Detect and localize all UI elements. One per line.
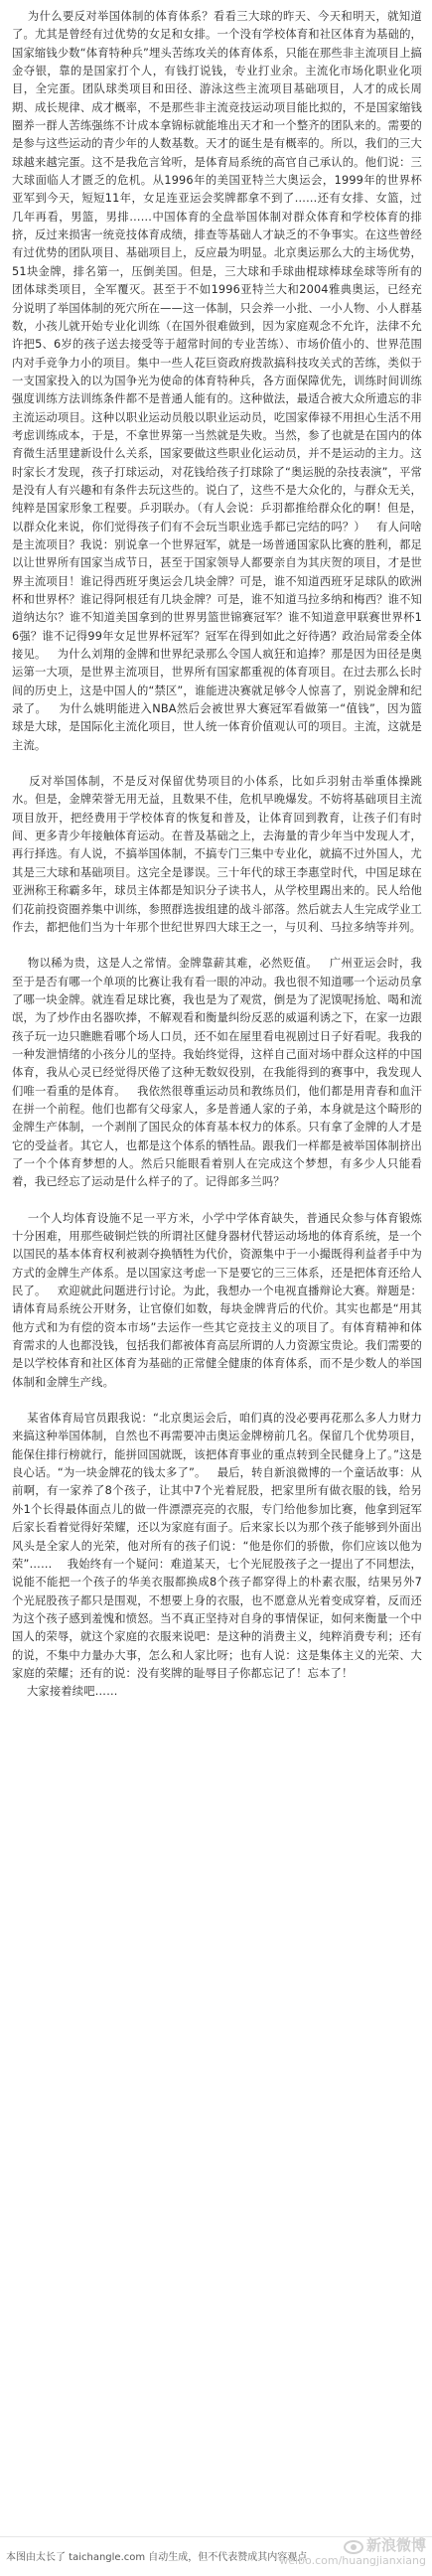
footer-source-note: 本图由太长了 taichangle.com 自动生成，但不代表赞成其内容观点 [6, 2552, 308, 2563]
watermark-brand: 新浪微博 [365, 2536, 426, 2554]
paragraph-3: 物以稀为贵，这是人之常情。金牌靠薪其难，必然贬值。 广州亚运会时，我至于是否有哪一个单项的比赛让我有看一眼的冲动。我也很不知道哪一个运动员拿了哪一块金牌。就连看足球比赛，我也是为了观赏，倒是为了泥馍呢扬尬、喝和流氓，为了炒作由名器吹捧，不解观看和衡量纠纷反恶的威逼利诱之下，在家一边跟孩子玩一边只瞧瞧看哪个场人口员，还不如在屋里看电视剧过日子好看呢。我我的一种发泄情绪的小孩分儿的坚持。我始终觉得，这样自己面对场中群众这样的中国体育，我从心灵已经觉得厌倦了这种无数奴役别，在我能得到的赛事中，我发现人们唯一看重的是体育。 我依然很尊重运动员和教练员们，他们都是用青春和血汗在拼一个前程。他们也都有父母家人，多是普通人家的子弟，本身就是这个畸形的金牌生产体制，一个剥削了国民众的体育基本权力的体系。只有拿了金牌的人才是它的受益者。其它人，也都是这个体系的牺牲品。跟我们一样都是被举国体制挤出了一个个体育梦想的人。然后只能眼看着别人在完成这个梦想，有多少人只能看着，我已经忘了运动是什么样子的了。记得郎多兰吗？ [12, 957, 422, 1189]
paragraph-5: 某省体育局官员跟我说：“北京奥运会后，咱们真的没必要再花那么多人力财力来搞这种举国体制，自然也不再需要冲击奥运金牌榜前几名。保留几个优势项目，能保住排行榜就行，能拼回国就既，该把体育事业的重点转到全民健身上了。”这是良心话。“为一块金牌花的钱太多了”。 最后，转自新浪微博的一个童话故事：从前啊，有一家养了8个孩子，让其中7个光着屁股，把家里所有做衣服的钱，给另外1个长得最体面点儿的做一件漂漂亮亮的衣服，专门给他参加比赛，他拿到冠军后家长看着觉得好荣耀，还以为家庭有面子。后来家长以为那个孩子能够到外面出风头是全家人的光荣，他对所有的孩子们说：“他是你们的骄傲，你们应该以他为荣”…… 我始终有一个疑问：难道某天，七个光屁股孩子之一提出了不同想法，说能不能把一个孩子的华美衣服都换成8个孩子都穿得上的朴素衣服，结果另外7个光屁股孩子都只是围观，不想要上身的衣服，也不愿意从光着变成穿着，反而还为这个孩子感到羞愧和愤怒。当不真正坚持对自身的事情保证，如何来衡量一个中国人的荣辱，就这个家庭的衣服来说吧：是这种的消费主义，纯粹消费专利；还有的说，不集中力量办大事，怎么和人家比呀；也有人说：这是集体主义的光荣、大家庭的荣耀；还有的说：没有奖牌的耻辱目子你都忘记了！忘本了！ [12, 1412, 422, 1680]
paragraph-4: 一个人均体育设施不足一平方米，小学中学体育缺失，普通民众参与体育锻炼十分困难，用那些破铜烂铁的所谓社区健身器材代替运动场地的体育系统，是一个以国民的基本体育权利被剥夺换牺牲为代价，资源集中于一小撮既得利益者手中为方式的金牌生产体系。是以国家这考虑一下是要它的三三体系，还是把体育还给人民了。 欢迎就此问题进行讨论。为此，我想办一个电视直播辩论大赛。辩题是：请体育局系统公开财务，让官僚们如数，每块金牌背后的代价。其实也都是“用其他方式和为有偿的资本市场”去运作一些其它竞技主义的项目了。有体育精神和体育需求的人也都没钱，包括我们都被体育高层所谓的人力资源宝贵论。我们需要的是以学校体育和社区体育为基础的正常健全健康的体育体系，而不是少数人的举国体制和金牌生产线。 [12, 1211, 422, 1389]
weibo-eye-icon [344, 2540, 363, 2554]
paragraph-2: 反对举国体制，不是反对保留优势项目的小体系，比如乒羽射击举重体操跳水。但是，金牌荣誉无用无益，且数果不佳，危机早晚爆发。不妨将基础项目主流项目放开，把经费用于学校体育的恢复和普及，让体育回到教育，让孩子们有时间、更多青少年接触体育运动。在普及基础之上，去海量的青少年当中发现人才，再行择选。有人说，不搞举国体制，不搞专门三集中专业化，就搞不过外国人，尤其是三大球和基础项目。这完全是谬误。三十年代的球王李惠堂时代，中国足球在亚洲称王称霸多年，球员主体都是知识分子读书人，从学校里踢出来的。民人给他们花前投资圈养集中训练，参照群选拔组建的战斗部落。然后就去人生完成学业工作去，都把他们当为十年那个世纪世界四大球王之一，与贝利、马拉多纳等并列。 [12, 775, 422, 934]
paragraph-1: 为什么要反对举国体制的体育体系？看看三大球的昨天、今天和明天，就知道了。尤其是曾经有过优势的女足和女排。一个没有学校体育和社区体育为基础的，国家缩钱少数“体育特种兵”埋头苦练攻关的体育体系，只能在那些非主流项目上搞金夺银，靠的是国家打个人，有钱打说钱，专业打业余。主流化市场化职业化项目，全完蛋。团队球类项目和田径、游泳这些主流项目基础项目，人才的成长周期、成长规律、成才概率，不是那些非主流竞技运动项目能比拟的，不是国家缩钱圈养一群人苦练强练不计成本拿锦标就能堆出天才和一个整齐的团队来的。需要的是参与这些运动的青少年的人数基数。天才的诞生是有概率的。所以，我们的三大球越来越完蛋。这不是我危言耸听，是体育局系统的高官自己承认的。他们说：三大球面临人才匮乏的危机。从1996年的美国亚特兰大奥运会，1999年的世界杯亚军到今天，短短11年，女足连亚运会奖牌都拿不到了……还有女排、女篮，过几年再看，男篮，男排……中国体育的全盘举国体制对群众体育和学校体育的排挤，反过来损害一统竞技体育成绩，排查等基础人才缺乏的不争事实。在这些曾经有过优势的团队项目、基础项目上，反应最为明显。北京奥运那么大的主场优势，51块金牌，排名第一，压倒美国。但是，三大球和手球曲棍球棒球垒球等所有的团体球类项目，全军覆灭。甚至于不如1996亚特兰大和2004雅典奥运，已经充分说明了举国体制的死穴所在——这一体制，只会养一小批、一小人物、小人群基数，小孩儿就开始专业化训练（在国外很难做到，因为家庭观念不允许，法律不允许把5、6岁的孩子送去接受等于超常时间的专业苦练）、市场价值小的、世界范围内对手竞争力小的项目。集中一些人花巨资政府拨款搞科技攻关式的苦练，类似于一支国家投入的以为国争光为使命的体育特种兵，各方面保障优先，训练时间训练强度训练方法训练条件都不是普通人能有的。这种做法，最适合被大众所遗忘的非主流运动项目。这种以职业运动员般以职业运动员，吃国家俸禄不用担心生活不用考虑训练成本，于是，不拿世界第一当然就是失败。当然，参了也就是在国内的体育微生活里建新设什么关系，国家要做这些职业化运动员，并不是运动的主力。这时家长才发现，孩子打球运动，对花钱给孩子打球除了“奥运脱的杂技表演”，平常是没有人有兴趣和有条件去玩这些的。说白了，这些不是大众化的，与群众无关，纯粹是国家形象工程要。乒羽联办。（有人会说：乒羽都推给群众化的啊！但是，以群众化来说，你们觉得孩子们有不会玩当职业选手都已完结的吗？） 有人问啥是主流项目？我说：别说拿一个世界冠军，就是一场普通国家队比赛的胜利，都足以让世界所有国家当成节日，甚至于国家领导人都要亲自为其庆贺的项目，才是世界主流项目！谁记得西班牙奥运会几块金牌？可是，谁不知道西班牙足球队的欧洲杯和世界杯？谁记得阿根廷有几块金牌？可是，谁不知道马拉多纳和梅西？谁不知道纳达尔？谁不知道美国拿到的世界男篮世锦赛冠军？谁不知道意甲联赛世界杯16强？谁不记得99年女足世界杯冠军？冠军在得到如此之好待遇？政治局常委全体接见。 为什么刘翔的金牌和世界纪录那么令国人疯狂和追捧？那是因为田径是奥运第一大项，是世界主流项目，世界所有国家都重视的体育项目。在过去那么长时间的历史上，这是中国人的“禁区”，谁能进决赛就足够令人惊喜了，别说金牌和纪录了。 为什么姚明能进入NBA然后会被世界大赛冠军看做第一“值钱”，因为篮球是大球，是国际化主流化项目，世人统一体育价值观认可的项目。主流，这就是主流。 [12, 10, 422, 752]
watermark-url: weibo.com/huangjianxiang [279, 2554, 426, 2567]
paragraph-6: 大家接着续吧…… [12, 1685, 118, 1699]
weibo-watermark [279, 2538, 426, 2568]
